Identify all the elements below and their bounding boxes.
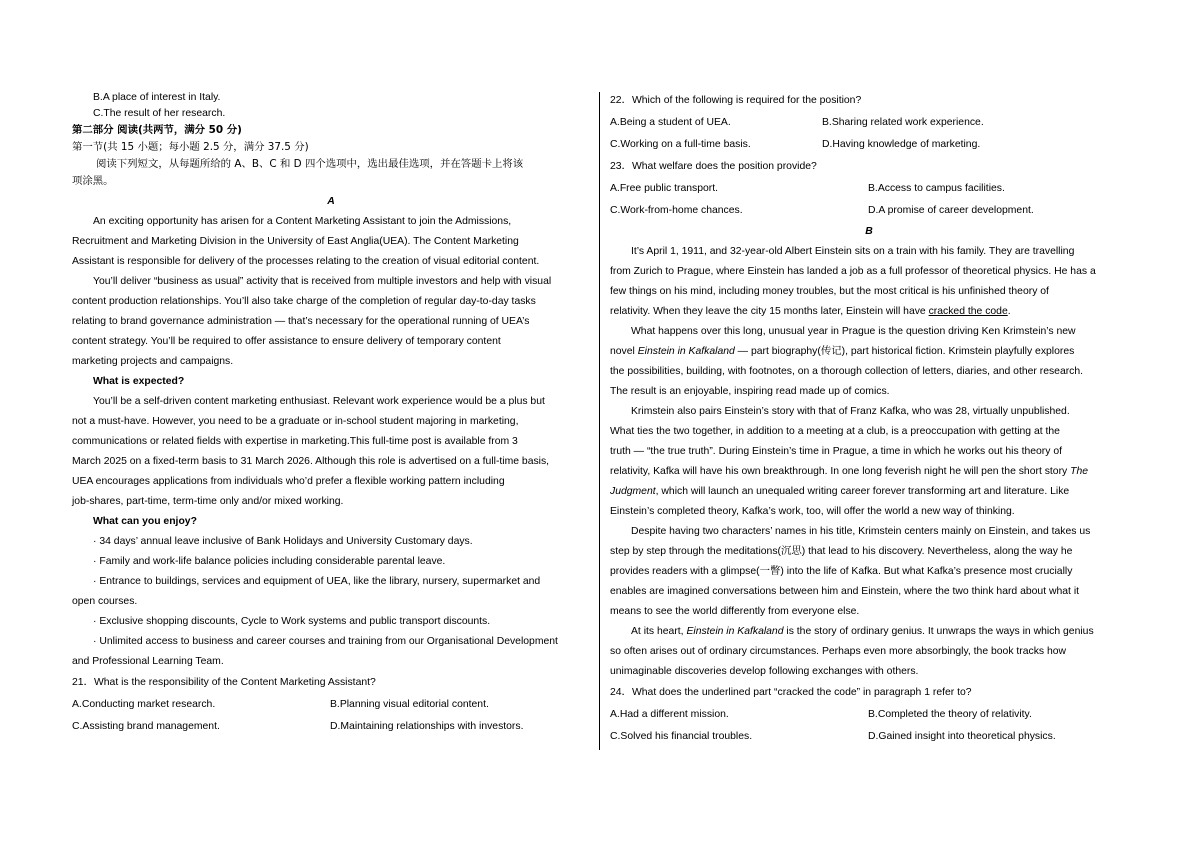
text-line: It’s April 1, 1911, and 32-year-old Albert Einstein sits on a train with his family. They are travelling	[631, 246, 1075, 257]
benefit-item: · Unlimited access to business and career courses and training from our Organisational Development	[93, 636, 558, 647]
text-line: Despite having two characters’ names in his title, Krimstein centers mainly on Einstein, and takes us	[631, 526, 1091, 537]
book-title: Einstein in Kafkaland	[637, 346, 735, 357]
text-line	[610, 462, 1128, 482]
text-line: content production relationships. You’ll also take charge of the completion of regular day-to-day tasks	[72, 296, 536, 307]
text-line: What happens over this long, unusual year in Prague is the question driving Ken Krimstein’s new	[631, 326, 1076, 337]
text-line: few things on his mind, including money troubles, but the most critical is his unfinished theory of	[610, 286, 1049, 297]
text-span: relativity. When they leave the city 15 months later, Einstein will have	[610, 306, 929, 317]
text-line: from Zurich to Prague, where Einstein has landed a job as a full professor of theoretical physics. He has a	[610, 266, 1096, 277]
question-24-options-row-2	[610, 726, 1128, 748]
text-line: marketing projects and campaigns.	[72, 356, 234, 367]
left-column	[72, 90, 590, 738]
text-line: unimaginable discoveries develop following exchanges with others.	[610, 666, 919, 677]
benefit-item: · Entrance to buildings, services and equipment of UEA, like the library, nursery, supermarket and	[93, 576, 541, 587]
text-line: You’ll be a self-driven content marketing enthusiast. Relevant work experience would be a plus but	[93, 396, 545, 407]
book-title: Einstein in Kafkaland	[686, 626, 784, 637]
text-line: truth — “the true truth”. During Einstein’s time in Prague, a time in which he works out his theory of	[610, 446, 1063, 457]
option-a[interactable]: A.Conducting market research.	[72, 699, 216, 710]
option-d[interactable]: D.A promise of career development.	[868, 205, 1034, 216]
option-b[interactable]: B.Planning visual editorial content.	[330, 699, 489, 710]
question-24: 24．What does the underlined part “cracked the code” in paragraph 1 refer to?	[610, 687, 972, 698]
text-line: Krimstein also pairs Einstein’s story with that of Franz Kafka, who was 28, virtually unpublished.	[631, 406, 1070, 417]
option-c[interactable]: C.Solved his financial troubles.	[610, 731, 753, 742]
passage-b-paragraph-2	[610, 322, 1128, 402]
passage-b-paragraph-1	[610, 242, 1128, 322]
question-21-options-row-2	[72, 716, 590, 738]
option-b[interactable]: B.Completed the theory of relativity.	[868, 709, 1032, 720]
option-b[interactable]: B.Sharing related work experience.	[822, 117, 984, 128]
benefit-item-continued: and Professional Learning Team.	[72, 656, 224, 667]
story-title: The	[1070, 466, 1089, 477]
passage-a-paragraph-2	[72, 272, 590, 372]
question-22: 22．Which of the following is required for the position?	[610, 95, 862, 106]
option-a[interactable]: A.Had a different mission.	[610, 709, 729, 720]
text-span: relativity, Kafka will have his own breakthrough. In one long feverish night he will pen the short story	[610, 466, 1071, 477]
text-line: relating to brand governance administration — that’s necessary for the operational running of UEA’s	[72, 316, 530, 327]
option-c[interactable]: C.Assisting brand management.	[72, 721, 220, 732]
question-23-options-row-2	[610, 200, 1128, 222]
benefit-item: · Exclusive shopping discounts, Cycle to Work systems and public transport discounts.	[93, 616, 491, 627]
story-title: Judgment	[610, 486, 656, 497]
question-22-options-row-1	[610, 112, 1128, 134]
text-line	[610, 302, 1128, 322]
passage-a-label: A	[327, 196, 335, 207]
text-line	[610, 622, 1128, 642]
option-d[interactable]: D.Having knowledge of marketing.	[822, 139, 981, 150]
benefit-item-continued: open courses.	[72, 596, 138, 607]
text-line: job-shares, part-time, term-time only and/or mixed working.	[72, 496, 344, 507]
underlined-phrase: cracked the code	[928, 306, 1008, 317]
section-heading: 第二部分 阅读(共两节，满分 50 分)	[72, 124, 242, 136]
text-line: UEA encourages applications from individuals who’d prefer a flexible working pattern including	[72, 476, 505, 487]
text-span: novel	[610, 346, 638, 357]
text-line: March 2025 on a fixed-term basis to 31 March 2026. Although this role is advertised on a full-time basis,	[72, 456, 550, 467]
option-a[interactable]: A.Free public transport.	[610, 183, 718, 194]
text-line: The result is an enjoyable, inspiring read made up of comics.	[610, 386, 890, 397]
option-d[interactable]: D.Gained insight into theoretical physics.	[868, 731, 1056, 742]
column-divider	[599, 92, 600, 750]
option-a[interactable]: A.Being a student of UEA.	[610, 117, 731, 128]
benefit-item: · 34 days’ annual leave inclusive of Bank Holidays and University Customary days.	[93, 536, 473, 547]
option-d[interactable]: D.Maintaining relationships with investors.	[330, 721, 524, 732]
question-23: 23．What welfare does the position provide?	[610, 161, 817, 172]
text-line: enables are imagined conversations between him and Einstein, where the two think hard about what it	[610, 586, 1080, 597]
text-line: communications or related fields with expertise in marketing.This full-time post is available from 3	[72, 436, 518, 447]
text-line: What ties the two together, in addition to a meeting at a club, is a preoccupation with getting at the	[610, 426, 1060, 437]
instruction-line-1: 阅读下列短文，从每题所给的 A、B、C 和 D 四个选项中，选出最佳选项，并在答题卡上将该	[96, 158, 524, 170]
heading-what-is-expected: What is expected?	[93, 376, 185, 387]
text-line	[610, 342, 1128, 362]
option-c[interactable]: C.Working on a full-time basis.	[610, 139, 751, 150]
text-line: step by step through the meditations(沉思) that lead to his discovery. Nevertheless, along the way he	[610, 546, 1073, 557]
question-24-options-row-1	[610, 704, 1128, 726]
instruction-line-2: 项涂黑。	[72, 175, 114, 187]
passage-b-paragraph-5	[610, 622, 1128, 682]
question-22-options-row-2	[610, 134, 1128, 156]
text-line: not a must-have. However, you need to be a graduate or in-school student majoring in marketing,	[72, 416, 519, 427]
passage-a-paragraph-3	[72, 392, 590, 512]
text-line: An exciting opportunity has arisen for a Content Marketing Assistant to join the Admissions,	[93, 216, 512, 227]
text-span: At its heart,	[631, 626, 687, 637]
passage-b-paragraph-3	[610, 402, 1128, 522]
text-line: Assistant is responsible for delivery of the processes relating to the creation of visual editorial content.	[72, 256, 540, 267]
text-line: You’ll deliver “business as usual” activity that is received from multiple investors and help with visual	[93, 276, 552, 287]
benefit-item: · Family and work-life balance policies including considerable parental leave.	[93, 556, 446, 567]
passage-a-paragraph-1	[72, 212, 590, 272]
passage-b-label: B	[865, 226, 873, 237]
text-span: — part biography(传记), part historical fiction. Krimstein playfully explores	[734, 346, 1075, 357]
option-b[interactable]: B.Access to campus facilities.	[868, 183, 1005, 194]
text-line: means to see the world differently from everyone else.	[610, 606, 860, 617]
text-line: provides readers with a glimpse(一瞥) into the life of Kafka. But what Kafka’s presence most crucially	[610, 566, 1073, 577]
subsection-heading: 第一节(共 15 小题；每小题 2.5 分，满分 37.5 分)	[72, 141, 309, 153]
text-line	[610, 482, 1128, 502]
question-23-options-row-1	[610, 178, 1128, 200]
text-line: Recruitment and Marketing Division in the University of East Anglia(UEA). The Content Marketing	[72, 236, 519, 247]
option-c[interactable]: C.Work-from-home chances.	[610, 205, 743, 216]
passage-b-paragraph-4	[610, 522, 1128, 622]
text-span: .	[1007, 306, 1011, 317]
question-21: 21．What is the responsibility of the Content Marketing Assistant?	[72, 677, 376, 688]
text-span: , which will launch an unequaled writing career forever transforming art and literature. Like	[655, 486, 1070, 497]
heading-what-can-you-enjoy: What can you enjoy?	[93, 516, 197, 527]
text-line: so often arises out of ordinary circumstances. Perhaps even more absorbingly, the book tracks how	[610, 646, 1067, 657]
right-column	[610, 90, 1128, 748]
text-line: Einstein’s completed theory, Kafka’s work, too, will offer the world a new way of thinking.	[610, 506, 1015, 517]
text-line: content strategy. You’ll be required to offer assistance to ensure delivery of temporary content	[72, 336, 501, 347]
option-b-prev: B.A place of interest in Italy.	[93, 92, 221, 103]
question-21-options-row-1	[72, 694, 590, 716]
text-span: is the story of ordinary genius. It unwraps the ways in which genius	[783, 626, 1094, 637]
option-c-prev: C.The result of her research.	[93, 108, 226, 119]
text-line: the possibilities, building, with footnotes, on a thorough collection of letters, diaries, and other research.	[610, 366, 1084, 377]
